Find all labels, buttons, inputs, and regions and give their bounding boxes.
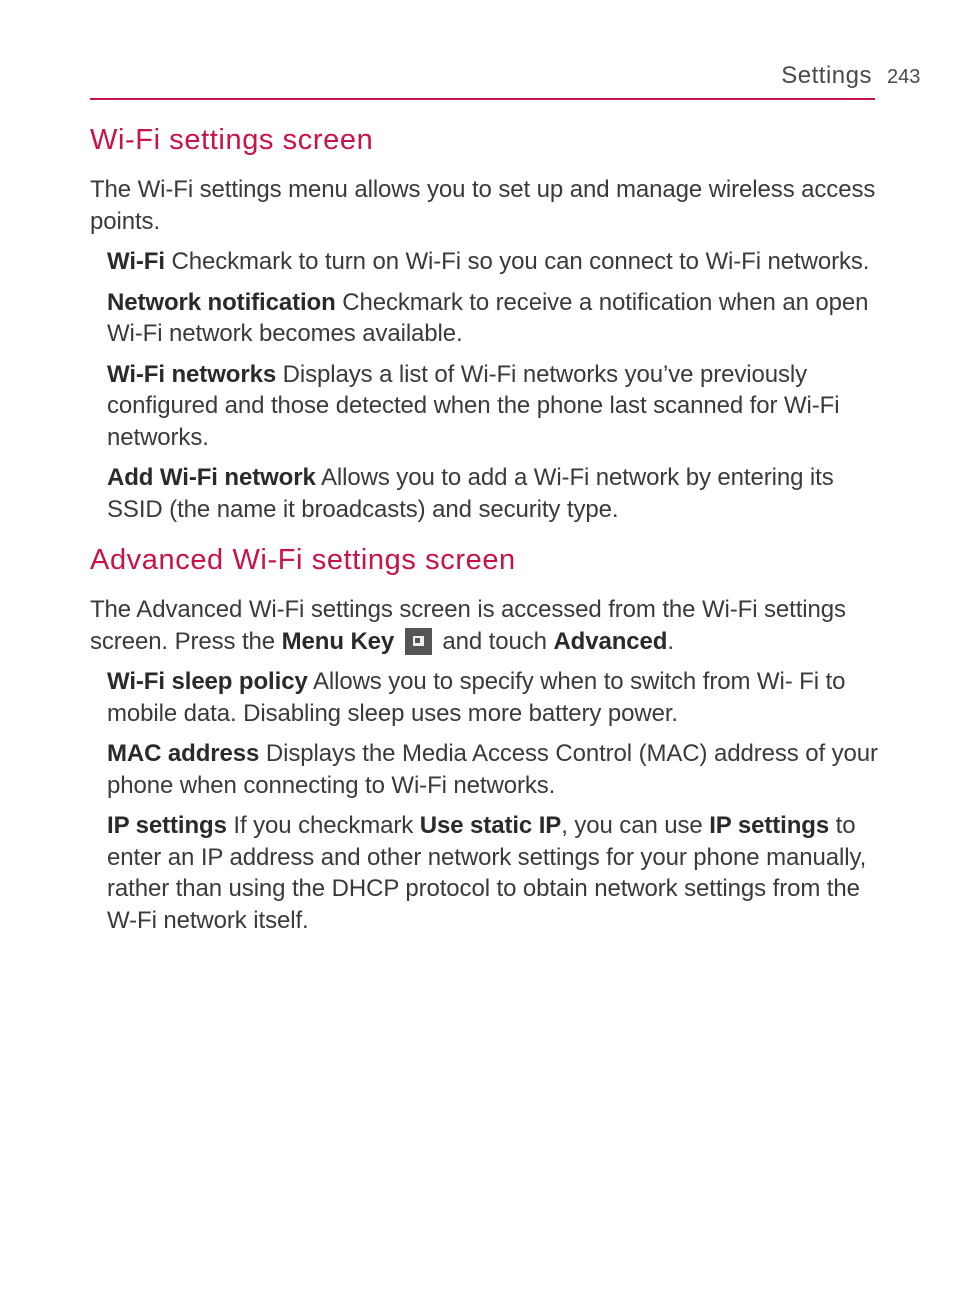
wifi-settings-intro: The Wi-Fi settings menu allows you to set up and manage wireless access points. <box>90 176 876 235</box>
item-mac-address <box>107 738 887 801</box>
menu-key-label: Menu Key <box>281 627 395 655</box>
item-wifi-networks <box>107 359 887 454</box>
item-term: Add Wi-Fi network <box>107 464 316 491</box>
advanced-label: Advanced <box>553 627 668 655</box>
section-heading-advanced-wifi: Advanced Wi-Fi settings screen <box>90 544 516 576</box>
item-term: Network notification <box>107 288 336 316</box>
use-static-ip-label: Use static IP <box>419 812 562 839</box>
intro-text: and touch <box>435 627 554 655</box>
advanced-wifi-intro <box>90 594 890 657</box>
item-add-wifi-network <box>107 462 887 525</box>
item-desc: Allows you to specify when to switch from Wi- Fi to mobile data. Disabling sleep uses more battery power. <box>107 668 846 727</box>
intro-text: The Advanced Wi-Fi settings screen is accessed from the Wi-Fi settings screen. Press the <box>90 596 846 655</box>
item-desc: Allows you to add a Wi-Fi network by entering its SSID (the name it broadcasts) and security type. <box>107 464 834 523</box>
header-section-title: Settings <box>781 62 872 89</box>
item-ip-settings <box>107 810 887 936</box>
item-desc: Displays a list of Wi-Fi networks you’ve previously configured and those detected when the phone last scanned for Wi-Fi networks. <box>107 360 840 451</box>
item-desc: Displays the Media Access Control (MAC) address of your phone when connecting to Wi-Fi networks. <box>107 740 878 799</box>
intro-text: . <box>667 627 674 655</box>
item-desc: Checkmark to turn on Wi-Fi so you can connect to Wi-Fi networks. <box>164 248 870 275</box>
page-header <box>90 62 875 100</box>
item-term: MAC address <box>107 740 260 767</box>
item-term: Wi-Fi networks <box>107 360 277 388</box>
item-wifi <box>107 246 887 278</box>
item-desc: to enter an IP address and other network settings for your phone manually, rather than using the DHCP protocol to obtain network settings from the W-Fi network itself. <box>107 812 867 934</box>
item-desc: Checkmark to receive a notification when an open Wi-Fi network becomes available. <box>107 288 869 347</box>
item-desc: , you can use <box>561 812 710 839</box>
menu-key-icon <box>405 628 432 655</box>
page-number: 243 <box>887 66 921 88</box>
item-term: Wi-Fi <box>107 248 165 275</box>
section-heading-wifi-settings: Wi-Fi settings screen <box>90 124 374 156</box>
item-desc: If you checkmark <box>226 812 420 839</box>
item-term: IP settings <box>107 812 227 839</box>
page-content <box>90 123 890 936</box>
item-wifi-sleep-policy <box>107 666 887 729</box>
ip-settings-label: IP settings <box>709 812 830 839</box>
item-term: Wi-Fi sleep policy <box>107 668 308 695</box>
item-network-notification <box>107 287 887 350</box>
